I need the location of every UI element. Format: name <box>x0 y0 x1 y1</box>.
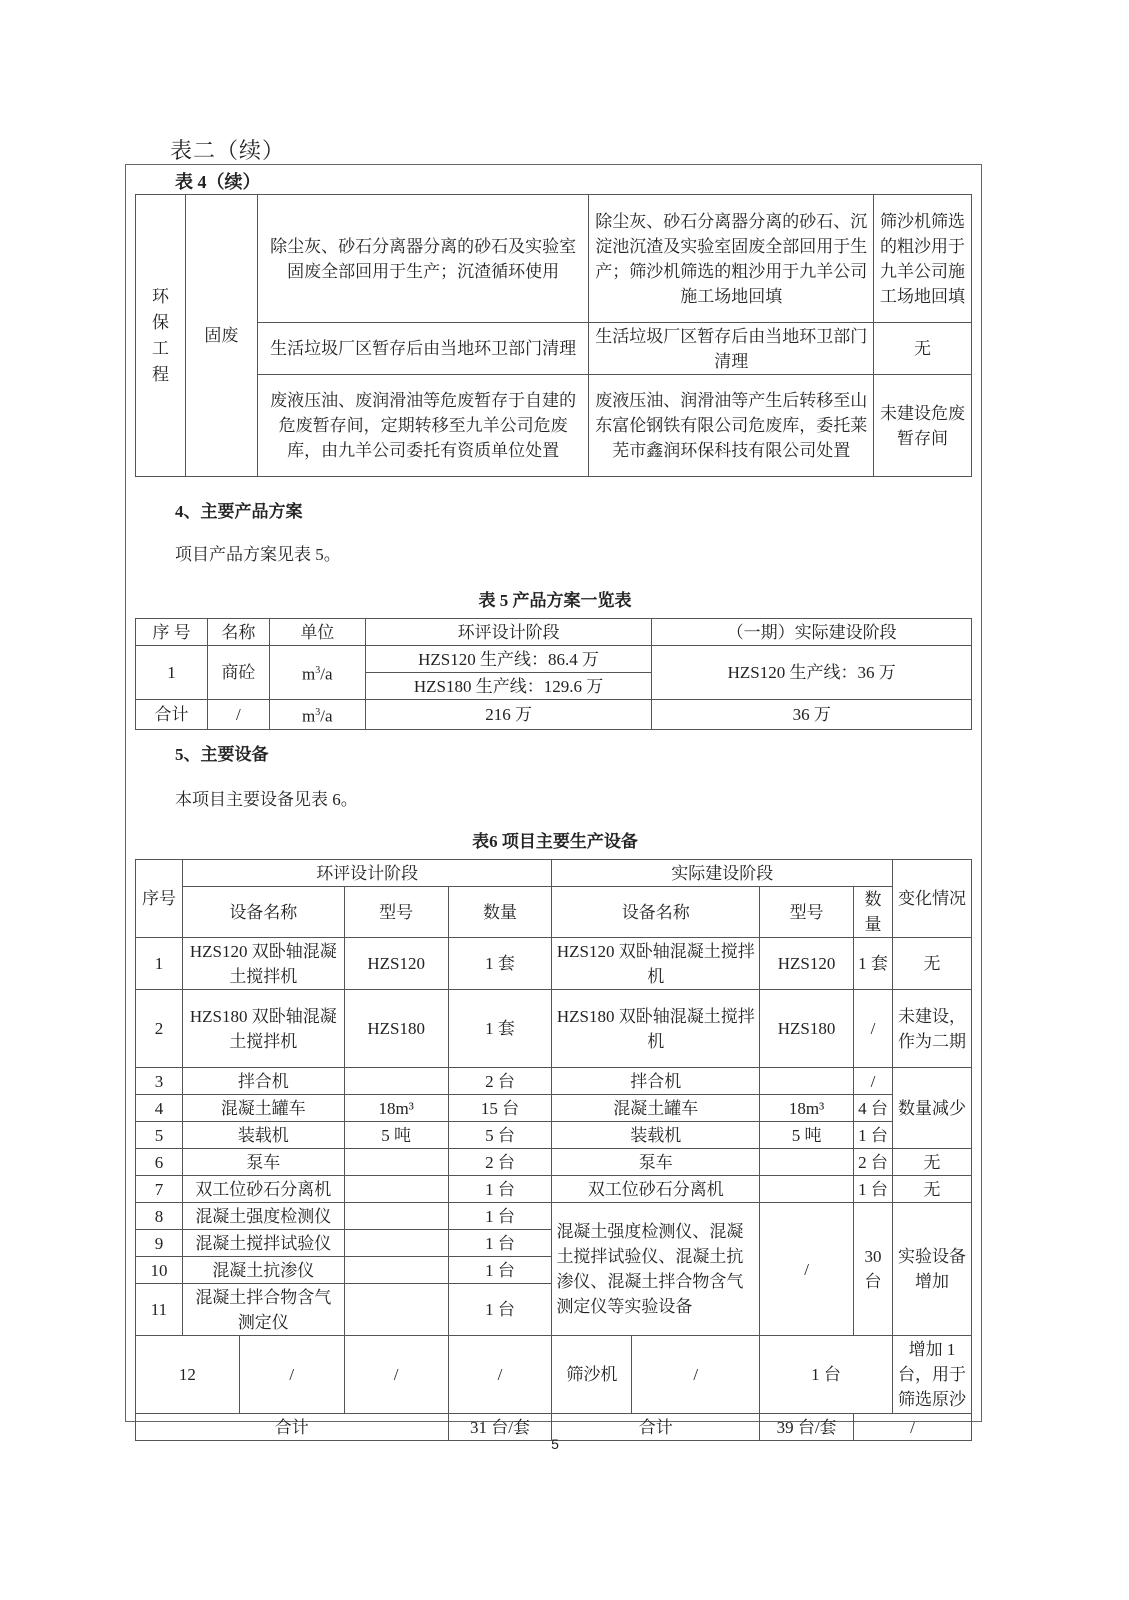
table-cell: 5 <box>136 1122 183 1149</box>
table-cell: HZS180 双卧轴混凝土搅拌机 <box>552 990 760 1068</box>
table-row <box>136 323 972 375</box>
name-cell: / <box>207 700 269 730</box>
table-cell <box>344 1257 448 1284</box>
table-cell: 5 台 <box>448 1122 552 1149</box>
page-number: 5 <box>551 1436 559 1452</box>
table-cell: 1 台 <box>448 1176 552 1203</box>
table-cell: 1 <box>136 938 183 990</box>
table-cell: m <box>302 664 316 684</box>
table-cell: HZS120 <box>760 938 854 990</box>
actual-cell: 废液压油、润滑油等产生后转移至山东富伦钢铁有限公司危废库，委托莱芜市鑫润环保科技有限公司处置 <box>589 375 874 477</box>
table-cell: 4 <box>136 1095 183 1122</box>
table-cell <box>344 1203 448 1230</box>
table-cell: 1 台 <box>854 1176 893 1203</box>
table-cell: 无 <box>893 938 972 990</box>
actual-cell: 除尘灰、砂石分离器分离的砂石、沉淀池沉渣及实验室固废全部回用于生产；筛沙机筛选的粗沙用于九羊公司施工场地回填 <box>589 195 874 323</box>
total-label: 合计 <box>136 700 208 730</box>
change-cell: 未建设危废暂存间 <box>874 375 972 477</box>
table-row <box>136 195 972 323</box>
table-cell: 装载机 <box>182 1122 344 1149</box>
table-cell: 2 <box>136 990 183 1068</box>
table-cell: 12 <box>136 1336 240 1414</box>
table-cell: 1 台 <box>448 1203 552 1230</box>
table-cell: 1 台 <box>448 1284 552 1336</box>
header-cell: （一期）实际建设阶段 <box>652 619 972 646</box>
section5-title: 5、主要设备 <box>175 745 269 764</box>
table-cell: 7 <box>136 1176 183 1203</box>
design-cell: 216 万 <box>365 700 652 730</box>
table-cell: HZS180 双卧轴混凝土搅拌机 <box>182 990 344 1068</box>
table-cell: HZS180 <box>760 990 854 1068</box>
table-cell: 18m³ <box>760 1095 854 1122</box>
table-cell: HZS120 双卧轴混凝土搅拌机 <box>182 938 344 990</box>
section4-text: 项目产品方案见表 5。 <box>175 545 341 564</box>
table-cell <box>760 1149 854 1176</box>
table-cell: 混凝土罐车 <box>552 1095 760 1122</box>
table-cell: 4 台 <box>854 1095 893 1122</box>
table-cell: m <box>302 706 316 726</box>
table-cell: 合计 <box>552 1414 760 1441</box>
table-row <box>136 938 972 990</box>
table-cell: 1 台 <box>760 1336 893 1414</box>
header-cell: 环评设计阶段 <box>182 860 552 887</box>
table-cell: 环保工程 <box>151 286 169 384</box>
table-cell: 3 <box>136 1068 183 1095</box>
header-cell: 数量 <box>448 887 552 938</box>
table-row <box>136 1095 972 1122</box>
header-cell: 序 号 <box>136 619 208 646</box>
table-cell: 5 吨 <box>344 1122 448 1149</box>
table-cell: / <box>760 1203 854 1336</box>
table-cell: 1 套 <box>448 990 552 1068</box>
table-cell: 2 台 <box>854 1149 893 1176</box>
header-cell: 型号 <box>344 887 448 938</box>
table-cell: 增加 1 台，用于筛选原沙 <box>893 1336 972 1414</box>
table-row <box>136 1149 972 1176</box>
table-row <box>136 646 972 673</box>
header-cell: 名称 <box>207 619 269 646</box>
table-cell: 1 套 <box>854 938 893 990</box>
table-cell <box>344 1230 448 1257</box>
table-cell: 30 台 <box>854 1203 893 1336</box>
design-cell: 除尘灰、砂石分离器分离的砂石及实验室固废全部回用于生产；沉渣循环使用 <box>257 195 589 323</box>
table-cell: / <box>344 1336 448 1414</box>
table-cell: 3 <box>315 665 321 677</box>
name-cell: 商砼 <box>207 646 269 700</box>
design-cell: 生活垃圾厂区暂存后由当地环卫部门清理 <box>257 323 589 375</box>
table-cell: 6 <box>136 1149 183 1176</box>
table-cell: 2 台 <box>448 1068 552 1095</box>
table-cell: 拌合机 <box>182 1068 344 1095</box>
table-cell: HZS180 <box>344 990 448 1068</box>
table-total-row <box>136 700 972 730</box>
table-cell: 39 台/套 <box>760 1414 854 1441</box>
table-cell: 1 台 <box>854 1122 893 1149</box>
table-cell <box>344 1068 448 1095</box>
table-cell: 混凝土拌合物含气测定仪 <box>182 1284 344 1336</box>
header-cell: 设备名称 <box>552 887 760 938</box>
page-heading: 表二（续） <box>170 138 286 163</box>
table-cell: 1 台 <box>448 1230 552 1257</box>
table-cell: / <box>448 1336 552 1414</box>
no-cell: 1 <box>136 646 208 700</box>
section4-title: 4、主要产品方案 <box>175 502 303 521</box>
table-cell: 泵车 <box>182 1149 344 1176</box>
table-cell: 11 <box>136 1284 183 1336</box>
table-row <box>136 990 972 1068</box>
table-cell: 18m³ <box>344 1095 448 1122</box>
header-cell: 型号 <box>760 887 854 938</box>
table-row <box>136 375 972 477</box>
actual-cell: HZS120 生产线：36 万 <box>652 646 972 700</box>
table-cell: 混凝土抗渗仪 <box>182 1257 344 1284</box>
table-cell: 15 台 <box>448 1095 552 1122</box>
table-cell: 混凝土搅拌试验仪 <box>182 1230 344 1257</box>
table-cell: HZS120 <box>344 938 448 990</box>
table-cell: 装载机 <box>552 1122 760 1149</box>
section5-text: 本项目主要设备见表 6。 <box>175 790 358 809</box>
table-header-row <box>136 860 972 887</box>
table-cell: 双工位砂石分离机 <box>552 1176 760 1203</box>
table-cell: 实验设备增加 <box>893 1203 972 1336</box>
table-cell <box>344 1284 448 1336</box>
table-cell: HZS120 双卧轴混凝土搅拌机 <box>552 938 760 990</box>
table-cell: 拌合机 <box>552 1068 760 1095</box>
table-cell: 混凝土罐车 <box>182 1095 344 1122</box>
table-cell: / <box>854 1068 893 1095</box>
table-cell: 双工位砂石分离机 <box>182 1176 344 1203</box>
table-cell: 1 套 <box>448 938 552 990</box>
table-cell: 5 吨 <box>760 1122 854 1149</box>
table-cell: / <box>854 1414 972 1441</box>
change-cell: 无 <box>874 323 972 375</box>
table-header-row <box>136 887 972 938</box>
table-cell: / <box>239 1336 344 1414</box>
table-cell: 泵车 <box>552 1149 760 1176</box>
table-cell: 31 台/套 <box>448 1414 552 1441</box>
table-cell: 3 <box>315 707 321 718</box>
header-cell: 变化情况 <box>893 860 972 938</box>
table-cell: 无 <box>893 1176 972 1203</box>
table4 <box>135 194 972 477</box>
table-cell: /a <box>320 664 333 684</box>
actual-cell: 36 万 <box>652 700 972 730</box>
table-cell: 1 台 <box>448 1257 552 1284</box>
table-cell: 混凝土强度检测仪 <box>182 1203 344 1230</box>
table-cell <box>760 1176 854 1203</box>
subcategory-cell: 固废 <box>185 195 257 477</box>
table-cell: / <box>632 1336 760 1414</box>
table5 <box>135 618 972 730</box>
unit-cell <box>269 646 365 700</box>
design-cell: HZS180 生产线：129.6 万 <box>365 673 652 700</box>
header-cell: 单位 <box>269 619 365 646</box>
header-cell: 序号 <box>136 860 183 938</box>
table-cell: 合计 <box>136 1414 449 1441</box>
table-row <box>136 1176 972 1203</box>
design-cell: HZS120 生产线：86.4 万 <box>365 646 652 673</box>
table-cell: 无 <box>893 1149 972 1176</box>
table5-caption: 表 5 产品方案一览表 <box>478 591 632 610</box>
table-cell: 筛沙机 <box>552 1336 632 1414</box>
table-cell: /a <box>320 706 333 726</box>
table-cell: 数量减少 <box>893 1068 972 1149</box>
table4-title: 表 4（续） <box>175 172 261 192</box>
table-cell: 8 <box>136 1203 183 1230</box>
design-cell: 废液压油、废润滑油等危废暂存于自建的危废暂存间，定期转移至九羊公司危废库，由九羊公司委托有资质单位处置 <box>257 375 589 477</box>
table-cell: 混凝土强度检测仪、混凝土搅拌试验仪、混凝土抗渗仪、混凝土拌合物含气测定仪等实验设备 <box>552 1203 760 1336</box>
header-cell: 设备名称 <box>182 887 344 938</box>
table-cell <box>344 1149 448 1176</box>
table-header-row <box>136 619 972 646</box>
change-cell: 筛沙机筛选的粗沙用于九羊公司施工场地回填 <box>874 195 972 323</box>
table6 <box>135 859 972 1441</box>
table-cell: 9 <box>136 1230 183 1257</box>
table-row <box>136 1203 972 1230</box>
table-row <box>136 1068 972 1095</box>
table-cell: 2 台 <box>448 1149 552 1176</box>
header-cell: 实际建设阶段 <box>552 860 893 887</box>
actual-cell: 生活垃圾厂区暂存后由当地环卫部门清理 <box>589 323 874 375</box>
table6-caption: 表6 项目主要生产设备 <box>472 832 638 851</box>
table-cell: 未建设，作为二期 <box>893 990 972 1068</box>
unit-cell <box>269 700 365 730</box>
table-row <box>136 1122 972 1149</box>
category-cell <box>136 195 186 477</box>
table-cell: 10 <box>136 1257 183 1284</box>
table-row <box>136 1336 972 1414</box>
header-cell: 数量 <box>854 887 893 938</box>
table-cell: / <box>854 990 893 1068</box>
header-cell: 环评设计阶段 <box>365 619 652 646</box>
table-cell <box>760 1068 854 1095</box>
table-cell <box>344 1176 448 1203</box>
